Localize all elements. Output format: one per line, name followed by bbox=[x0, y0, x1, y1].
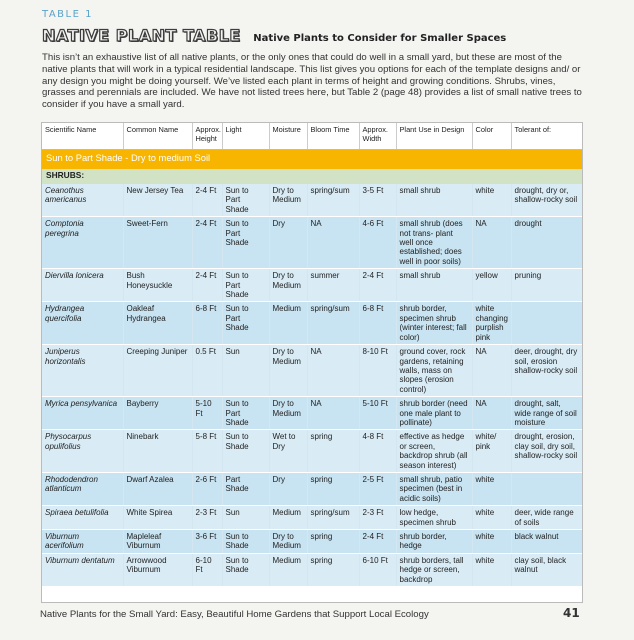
cell-light: Part Shade bbox=[222, 472, 269, 505]
cell-color: white bbox=[472, 553, 511, 586]
page-subtitle: Native Plants to Consider for Smaller Spaces bbox=[253, 33, 507, 44]
cell-tolerant: drought, dry or, shallow-rocky soil bbox=[511, 184, 582, 217]
condition-band: Sun to Part Shade - Dry to medium Soil bbox=[42, 150, 582, 170]
cell-tolerant: drought bbox=[511, 217, 582, 269]
cell-common: Ninebark bbox=[123, 430, 192, 473]
cell-common: Sweet-Fern bbox=[123, 217, 192, 269]
cell-common: Dwarf Azalea bbox=[123, 472, 192, 505]
cell-tolerant: clay soil, black walnut bbox=[511, 553, 582, 586]
column-header: Approx. Width bbox=[359, 123, 396, 150]
cell-bloom: NA bbox=[307, 397, 359, 430]
cell-bloom: spring/sum bbox=[307, 506, 359, 530]
cell-common: Mapleleaf Viburnum bbox=[123, 530, 192, 554]
cell-use: shrub borders, tall hedge or screen, backdrop bbox=[396, 553, 472, 586]
cell-common: Bayberry bbox=[123, 397, 192, 430]
cell-moisture: Dry to Medium bbox=[269, 184, 307, 217]
cell-sci: Viburnum acerifolium bbox=[42, 530, 123, 554]
cell-bloom: spring/sum bbox=[307, 184, 359, 217]
cell-width: 2-3 Ft bbox=[359, 506, 396, 530]
cell-use: ground cover, rock gardens, retaining walls, mass on slopes (erosion control) bbox=[396, 345, 472, 397]
intro-paragraph: This isn’t an exhaustive list of all native plants, or the only ones that could do well in a small yard, but these are most of the native plants that will work in a typical residential landscape. This list gives you options for each of the template designs and/ or any design you might be doing yourself. We’ve listed each plant in terms of height and growing conditions. Shrubs, vines, grasses and perennials are included. We have not listed trees here, but Table 2 (page 48) provides a list of small native trees to consider if you have a small yard. bbox=[42, 52, 582, 111]
cell-bloom: spring bbox=[307, 530, 359, 554]
cell-sci: Myrica pensylvanica bbox=[42, 397, 123, 430]
cell-width: 6-8 Ft bbox=[359, 302, 396, 345]
cell-common: Bush Honeysuckle bbox=[123, 269, 192, 302]
cell-moisture: Dry bbox=[269, 217, 307, 269]
cell-tolerant bbox=[511, 302, 582, 345]
table-row bbox=[42, 430, 582, 473]
table-row bbox=[42, 269, 582, 302]
cell-moisture: Medium bbox=[269, 506, 307, 530]
cell-use: shrub border (need one male plant to pollinate) bbox=[396, 397, 472, 430]
cell-bloom: spring bbox=[307, 430, 359, 473]
cell-color: white bbox=[472, 184, 511, 217]
cell-use: shrub border, hedge bbox=[396, 530, 472, 554]
cell-sci: Diervilla lonicera bbox=[42, 269, 123, 302]
category-label: SHRUBS: bbox=[42, 169, 582, 184]
table-row bbox=[42, 530, 582, 554]
cell-use: small shrub bbox=[396, 269, 472, 302]
cell-width: 8-10 Ft bbox=[359, 345, 396, 397]
cell-height: 2-6 Ft bbox=[192, 472, 222, 505]
column-header: Approx. Height bbox=[192, 123, 222, 150]
plant-table bbox=[42, 123, 583, 587]
column-header: Light bbox=[222, 123, 269, 150]
table-row bbox=[42, 217, 582, 269]
cell-height: 2-4 Ft bbox=[192, 184, 222, 217]
cell-height: 6-10 Ft bbox=[192, 553, 222, 586]
cell-light: Sun to Shade bbox=[222, 530, 269, 554]
cell-light: Sun to Part Shade bbox=[222, 302, 269, 345]
page-title: NATIVE PLANT TABLE bbox=[42, 26, 241, 45]
cell-sci: Comptonia peregrina bbox=[42, 217, 123, 269]
table-row bbox=[42, 397, 582, 430]
cell-height: 2-4 Ft bbox=[192, 269, 222, 302]
heading bbox=[42, 26, 506, 46]
cell-width: 4-6 Ft bbox=[359, 217, 396, 269]
cell-bloom: spring bbox=[307, 472, 359, 505]
cell-width: 5-10 Ft bbox=[359, 397, 396, 430]
cell-color: white bbox=[472, 472, 511, 505]
plant-table-container bbox=[41, 122, 583, 603]
cell-bloom: spring bbox=[307, 553, 359, 586]
cell-light: Sun to Part Shade bbox=[222, 217, 269, 269]
cell-height: 2-4 Ft bbox=[192, 217, 222, 269]
cell-width: 2-4 Ft bbox=[359, 530, 396, 554]
column-header: Common Name bbox=[123, 123, 192, 150]
cell-height: 6-8 Ft bbox=[192, 302, 222, 345]
cell-light: Sun to Part Shade bbox=[222, 397, 269, 430]
cell-bloom: NA bbox=[307, 217, 359, 269]
cell-color: yellow bbox=[472, 269, 511, 302]
cell-tolerant bbox=[511, 472, 582, 505]
cell-tolerant: black walnut bbox=[511, 530, 582, 554]
table-row bbox=[42, 553, 582, 586]
cell-sci: Ceanothus americanus bbox=[42, 184, 123, 217]
page-footer: Native Plants for the Small Yard: Easy, Beautiful Home Gardens that Support Local Ecology bbox=[40, 609, 429, 620]
cell-use: small shrub (does not trans- plant well once established; does well in poor soils) bbox=[396, 217, 472, 269]
cell-sci: Juniperus horizontalis bbox=[42, 345, 123, 397]
cell-use: low hedge, specimen shrub bbox=[396, 506, 472, 530]
cell-common: White Spirea bbox=[123, 506, 192, 530]
cell-tolerant: pruning bbox=[511, 269, 582, 302]
cell-height: 3-6 Ft bbox=[192, 530, 222, 554]
cell-moisture: Wet to Dry bbox=[269, 430, 307, 473]
cell-color: white bbox=[472, 530, 511, 554]
cell-moisture: Dry bbox=[269, 472, 307, 505]
cell-width: 4-8 Ft bbox=[359, 430, 396, 473]
cell-moisture: Dry to Medium bbox=[269, 269, 307, 302]
cell-moisture: Medium bbox=[269, 553, 307, 586]
table-header-row bbox=[42, 123, 582, 150]
cell-sci: Spiraea betulifolia bbox=[42, 506, 123, 530]
cell-common: New Jersey Tea bbox=[123, 184, 192, 217]
cell-width: 3-5 Ft bbox=[359, 184, 396, 217]
column-header: Color bbox=[472, 123, 511, 150]
cell-color: NA bbox=[472, 217, 511, 269]
condition-band-row bbox=[42, 150, 582, 170]
cell-height: 5-8 Ft bbox=[192, 430, 222, 473]
cell-color: white bbox=[472, 506, 511, 530]
cell-color: NA bbox=[472, 345, 511, 397]
table-row bbox=[42, 472, 582, 505]
cell-height: 5-10 Ft bbox=[192, 397, 222, 430]
cell-sci: Physocarpus opulifolius bbox=[42, 430, 123, 473]
column-header: Moisture bbox=[269, 123, 307, 150]
cell-use: effective as hedge or screen, backdrop shrub (all season interest) bbox=[396, 430, 472, 473]
cell-sci: Rhododendron atlanticum bbox=[42, 472, 123, 505]
cell-moisture: Dry to Medium bbox=[269, 345, 307, 397]
cell-light: Sun to Part Shade bbox=[222, 184, 269, 217]
cell-light: Sun to Part Shade bbox=[222, 269, 269, 302]
cell-color: NA bbox=[472, 397, 511, 430]
cell-bloom: NA bbox=[307, 345, 359, 397]
cell-tolerant: drought, erosion, clay soil, dry soil, shallow-rocky soil bbox=[511, 430, 582, 473]
cell-light: Sun to Shade bbox=[222, 553, 269, 586]
cell-sci: Viburnum dentatum bbox=[42, 553, 123, 586]
cell-common: Arrowwood Viburnum bbox=[123, 553, 192, 586]
column-header: Plant Use in Design bbox=[396, 123, 472, 150]
cell-tolerant: deer, wide range of soils bbox=[511, 506, 582, 530]
cell-tolerant: deer, drought, dry soil, erosion shallow-rocky soil bbox=[511, 345, 582, 397]
category-row bbox=[42, 169, 582, 184]
column-header: Scientific Name bbox=[42, 123, 123, 150]
cell-moisture: Medium bbox=[269, 302, 307, 345]
cell-color: white/ pink bbox=[472, 430, 511, 473]
cell-light: Sun bbox=[222, 506, 269, 530]
cell-common: Creeping Juniper bbox=[123, 345, 192, 397]
cell-color: white changing purplish pink bbox=[472, 302, 511, 345]
page-number: 41 bbox=[563, 606, 580, 620]
cell-moisture: Dry to Medium bbox=[269, 397, 307, 430]
cell-width: 2-5 Ft bbox=[359, 472, 396, 505]
cell-light: Sun bbox=[222, 345, 269, 397]
cell-height: 0.5 Ft bbox=[192, 345, 222, 397]
table-row bbox=[42, 302, 582, 345]
cell-width: 6-10 Ft bbox=[359, 553, 396, 586]
table-label: TABLE 1 bbox=[42, 9, 93, 20]
cell-moisture: Dry to Medium bbox=[269, 530, 307, 554]
cell-use: shrub border, specimen shrub (winter interest; fall color) bbox=[396, 302, 472, 345]
table-row bbox=[42, 506, 582, 530]
table-body bbox=[42, 150, 582, 587]
cell-height: 2-3 Ft bbox=[192, 506, 222, 530]
column-header: Bloom Time bbox=[307, 123, 359, 150]
table-row bbox=[42, 184, 582, 217]
cell-width: 2-4 Ft bbox=[359, 269, 396, 302]
cell-light: Sun to Shade bbox=[222, 430, 269, 473]
cell-bloom: spring/sum bbox=[307, 302, 359, 345]
cell-use: small shrub, patio specimen (best in acidic soils) bbox=[396, 472, 472, 505]
cell-use: small shrub bbox=[396, 184, 472, 217]
cell-bloom: summer bbox=[307, 269, 359, 302]
cell-sci: Hydrangea quercifolia bbox=[42, 302, 123, 345]
cell-tolerant: drought, salt, wide range of soil moisture bbox=[511, 397, 582, 430]
cell-common: Oakleaf Hydrangea bbox=[123, 302, 192, 345]
table-row bbox=[42, 345, 582, 397]
column-header: Tolerant of: bbox=[511, 123, 582, 150]
